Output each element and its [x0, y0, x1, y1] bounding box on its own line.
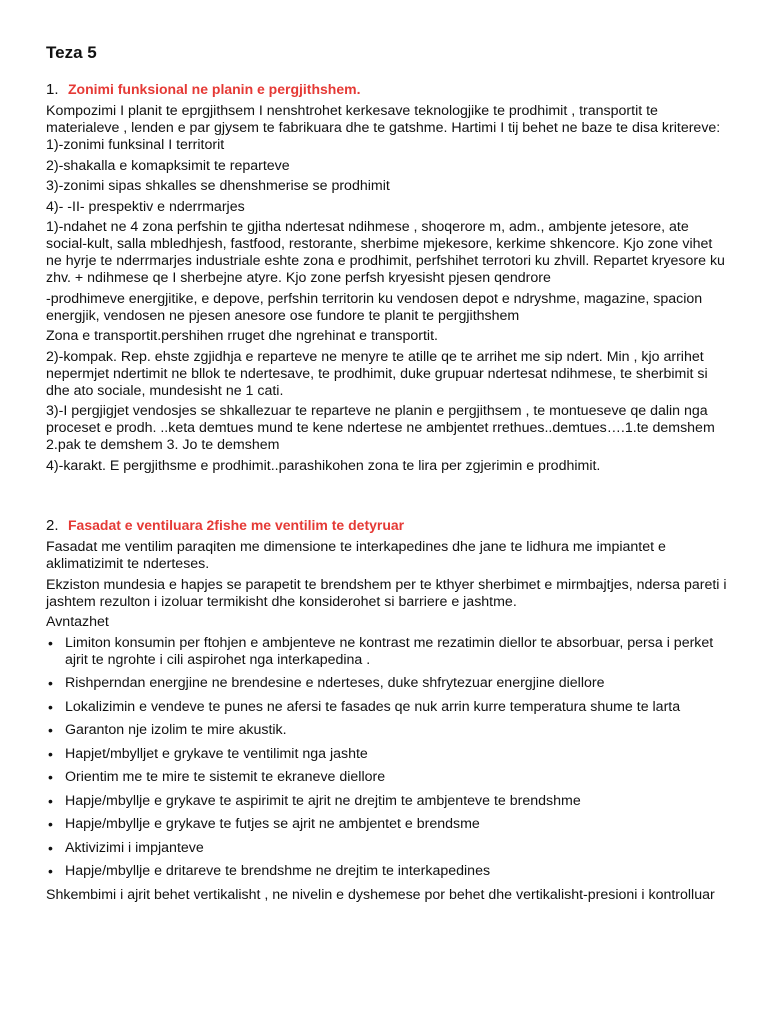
list-item: • Hapjet/mbylljet e grykave te ventilimit nga jashte — [48, 745, 368, 762]
section-2-title: Fasadat e ventiluara 2fishe me ventilim te detyruar — [68, 517, 405, 533]
section-2-number: 2. — [46, 517, 59, 534]
list-item: • Hapje/mbyllje e grykave te futjes se ajrit ne ambjentet e brendsme — [48, 816, 480, 832]
paragraph: 3)-I pergjigjet vendosjes se shkallezuar te reparteve ne planin e pergjithsem , te montueseve qe dalin nga proceset e prodh. ..keta demtues mund te kene ndertese ne ambjentet rrethues..demtues….1.te demshem 2.pak te demshem 3. Jo te demshem — [46, 403, 715, 453]
list-item: • Garanton nje izolim te mire akustik. — [48, 722, 287, 738]
list-item: • Hapje/mbyllje e dritareve te brendshme ne drejtim te interkapedines — [48, 863, 491, 879]
section-1-body — [46, 103, 728, 475]
paragraph: Fasadat me ventilim paraqiten me dimensione te interkapedines dhe jane te lidhura me impiantet e aklimatizimit te nderteses. — [46, 539, 666, 572]
document-title: Teza 5 — [46, 43, 97, 62]
paragraph: 4)- -II- prespektiv e nderrmarjes — [46, 198, 245, 215]
section-1-number: 1. — [46, 81, 59, 98]
bullet-icon: • — [48, 863, 53, 879]
bullet-icon: • — [48, 839, 53, 856]
paragraph: Ekziston mundesia e hapjes se parapetit te brendshem per te kthyer sherbimet e mirmbajtjes, ndersa pareti i jashtem rezulton i izoluar termikisht dhe konsiderohet si barriere e jashtme. — [46, 576, 727, 610]
section-2-heading — [46, 516, 728, 535]
section-2-body — [46, 539, 728, 904]
list-item: • Limiton konsumin per ftohjen e ambjenteve ne kontrast me rezatimin diellor te absorbuar, persa i perket ajrit te ngrohte i cili aspirohet nga interkapedina . — [48, 634, 714, 668]
list-item: • Lokalizimin e vendeve te punes ne afersi te fasades qe nuk arrin kurre temperatura shume te larta — [48, 698, 681, 715]
bullet-icon: • — [48, 722, 53, 738]
list-item: • Aktivizimi i impjanteve — [48, 839, 204, 856]
paragraph: 2)-shakalla e komapksimit te reparteve — [46, 157, 290, 174]
bullet-icon: • — [48, 792, 53, 809]
bullet-icon: • — [48, 675, 53, 691]
bullet-icon: • — [48, 769, 53, 785]
advantages-list — [46, 635, 728, 881]
section-1-heading — [46, 80, 728, 99]
list-item: • Orientim me te mire te sistemit te ekraneve diellore — [48, 769, 386, 785]
paragraph: 3)-zonimi sipas shkalles se dhenshmerise se prodhimit — [46, 178, 390, 194]
paragraph: 4)-karakt. E pergjithsme e prodhimit..parashikohen zona te lira per zgjerimin e prodhimit. — [46, 457, 601, 474]
paragraph: -prodhimeve energjitike, e depove, perfshin territorin ku vendosen depot e ndryshme, magazine, spacion energjik, vendosen ne pjesen anesore ose fundore te planit te pergjithshem — [46, 290, 703, 324]
paragraph: Avntazhet — [46, 614, 109, 630]
bullet-icon: • — [48, 634, 53, 651]
paragraph: 1)-ndahet ne 4 zona perfshin te gjitha ndertesat ndihmese , shoqerore m, adm., ambjente jetesore, ate social-kult, salla mbledhjesh, fastfood, restorante, sherbime mjekesore, kerkime shkencore. Kjo zone vihet ne hyrje te nderrmarjes industriale eshte zona e prodhimit, perfshihet terrotori ku zhvill. Repartet kryesore ku zhv. + ndihmese qe I sherbejne atyre. Kjo zone perfsh kryesisht pjesen qendrore — [46, 219, 725, 286]
bullet-icon: • — [48, 698, 53, 715]
list-item: • Hapje/mbyllje e grykave te aspirimit te ajrit ne drejtim te ambjenteve te brendshme — [48, 792, 581, 809]
bullet-icon: • — [48, 745, 53, 762]
paragraph: 2)-kompak. Rep. ehste zgjidhja e reparteve ne menyre te atille qe te arrihet me sip ndert. Min , kjo arrihet nepermjet ndertimit ne bllok te ndertesave, te prodhimit, duke grupuar ndertesat ndihmese, te sherbimit si dhe ato sociale, mundesisht ne 1 cati. — [46, 348, 708, 399]
paragraph: Kompozimi I planit te eprgjithsem I nenshtrohet kerkesave teknologjike te prodhimit , transportit te materialeve , lenden e par gjysem te fabrikuara dhe te gatshme. Hartimi I tij behet ne baze te disa kritereve: 1)-zonimi funksinal I territorit — [46, 103, 721, 153]
closing-paragraph: Shkembimi i ajrit behet vertikalisht , ne nivelin e dyshemese por behet dhe vertikalisht-presioni i kontrolluar — [46, 886, 715, 903]
list-item: • Rishperndan energjine ne brendesine e nderteses, duke shfrytezuar energjine diellore — [48, 675, 605, 691]
paragraph: Zona e transportit.pershihen rruget dhe ngrehinat e transportit. — [46, 328, 438, 344]
section-spacer — [46, 478, 728, 516]
section-1-title: Zonimi funksional ne planin e pergjithshem. — [68, 81, 361, 97]
bullet-icon: • — [48, 816, 53, 832]
